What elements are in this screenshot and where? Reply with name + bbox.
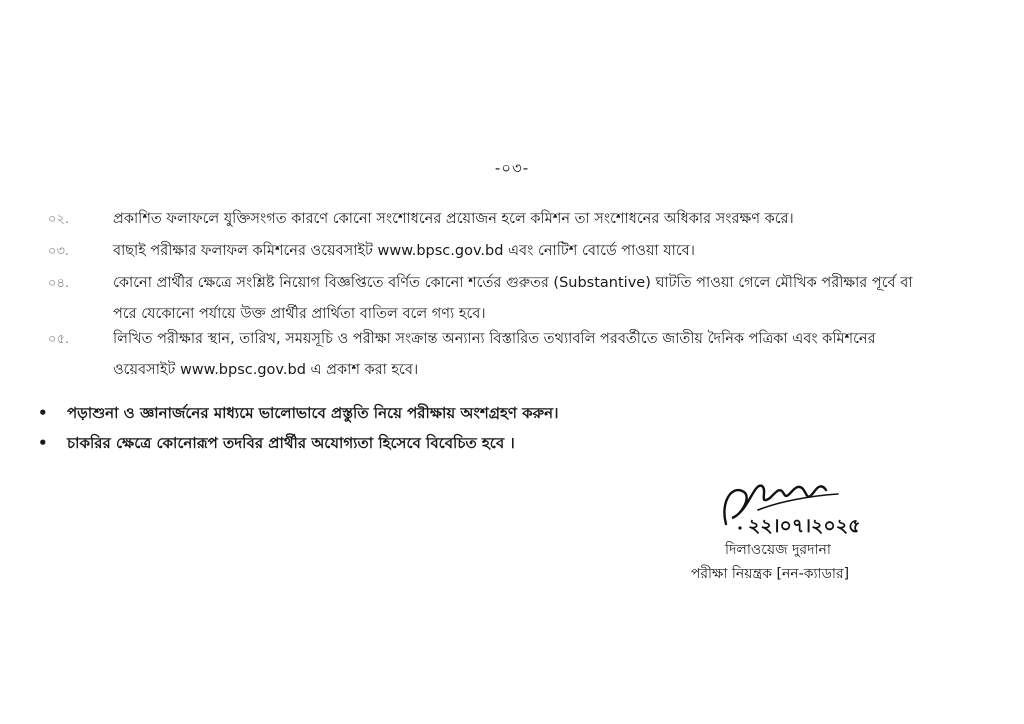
signatory-name: দিলাওয়েজ দুরদানা (725, 542, 831, 558)
signatory-title: পরীক্ষা নিয়ন্ত্রক [নন-ক্যাডার] (690, 566, 850, 582)
bullet-item (38, 431, 978, 455)
item-number: ০৪. (48, 276, 70, 291)
item-number: ০২. (48, 212, 70, 227)
list-item (48, 324, 938, 386)
signature-image (718, 472, 928, 537)
list-item (48, 236, 968, 267)
item-text: প্রকাশিত ফলাফলে যুক্তিসংগত কারণে কোনো সংশোধনের প্রয়োজন হলে কমিশন তা সংশোধনের অধিকার সংরক্ষণ করে। (113, 211, 794, 227)
item-text: বাছাই পরীক্ষার ফলাফল কমিশনের ওয়েবসাইট www.bpsc.gov.bd এবং নোটিশ বোর্ডে পাওয়া যাবে। (113, 243, 695, 259)
bullet-text: পড়াশুনা ও জ্ঞানার্জনের মাধ্যমে ভালোভাবে প্রস্তুতি নিয়ে পরীক্ষায় অংশগ্রহণ করুন। (67, 404, 559, 422)
item-number: ০৫. (48, 332, 70, 347)
list-item (48, 268, 918, 330)
item-text: লিখিত পরীক্ষার স্থান, তারিখ, সময়সূচি ও পরীক্ষা সংক্রান্ত অন্যান্য বিস্তারিত তথ্যাবলি পরবর্তীতে জাতীয় দৈনিক পত্রিকা এবং কমিশনের ওয়েবসাইট www.bpsc.gov.bd এ প্রকাশ করা হবে। (113, 331, 876, 378)
page-number: -০৩- (494, 159, 530, 177)
list-item (48, 204, 968, 235)
item-number: ০৩. (48, 244, 70, 259)
bullet-icon: • (38, 404, 48, 422)
bullet-item (38, 401, 978, 425)
bullet-icon: • (38, 434, 48, 452)
item-text: কোনো প্রার্থীর ক্ষেত্রে সংশ্লিষ্ট নিয়োগ বিজ্ঞপ্তিতে বর্ণিত কোনো শর্তের গুরুতর (Substantive) ঘাটতি পাওয়া গেলে মৌখিক পরীক্ষার পূর্বে বা পরে যেকোনো পর্যায়ে উক্ত প্রার্থীর প্রার্থিতা বাতিল বলে গণ্য হবে। (113, 275, 913, 322)
bullet-text: চাকরির ক্ষেত্রে কোনোরূপ তদবির প্রার্থীর অযোগ্যতা হিসেবে বিবেচিত হবে । (67, 434, 515, 452)
signature-date: ২২।০৭।২০২৫ (748, 515, 861, 537)
